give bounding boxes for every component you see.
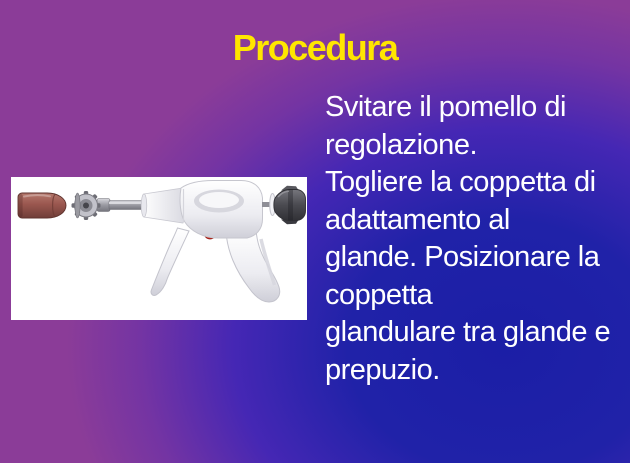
device-shaft: [97, 199, 145, 212]
glans-cap: [18, 193, 66, 218]
gun-body: [180, 181, 262, 239]
device-image-box: [11, 177, 307, 320]
body-text-line: adattamento al: [325, 203, 510, 236]
body-text-line: regolazione.: [325, 128, 477, 161]
body-text: [325, 89, 625, 389]
body-text-line: coppetta: [325, 278, 433, 311]
body-text-line: Togliere la coppetta di: [325, 166, 596, 198]
slide-title: Procedura: [232, 27, 398, 68]
body-text-line: glande. Posizionare la: [325, 241, 600, 273]
anvil-cup: [72, 191, 101, 220]
stapler-device-image: [11, 177, 307, 320]
trigger-lever: [151, 228, 189, 295]
pin-and-ring: [262, 194, 275, 216]
body-text-line: prepuzio.: [325, 353, 440, 386]
adjustment-knob: [274, 186, 306, 224]
body-text-line: glandulare tra glande e: [325, 316, 611, 348]
pistol-grip: [226, 230, 280, 302]
body-text-line: Svitare il pomello di: [325, 91, 566, 123]
